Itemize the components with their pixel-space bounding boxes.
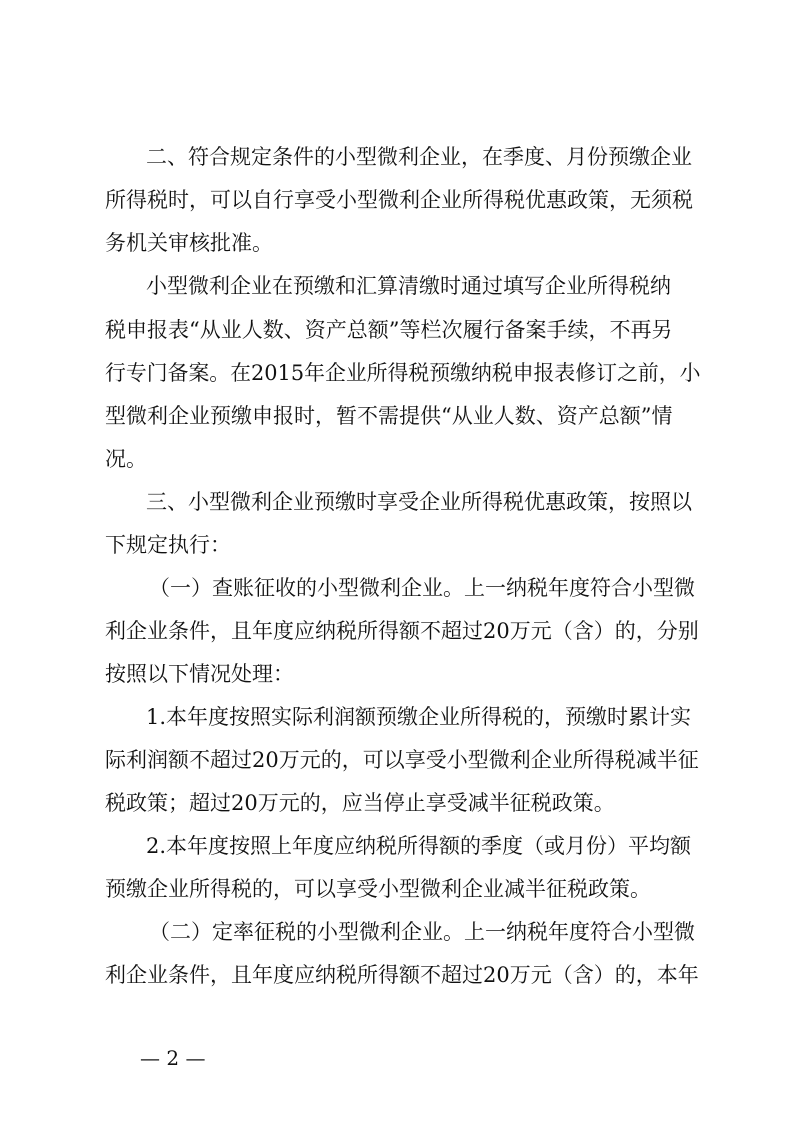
text-line-10: 下规定执行： bbox=[105, 533, 231, 557]
text-line-20: 利企业条件，且年度应纳税所得额不超过20万元（含）的，本年 bbox=[105, 963, 699, 987]
text-line-12: 利企业条件，且年度应纳税所得额不超过20万元（含）的，分别 bbox=[105, 619, 699, 643]
text-line-3: 务机关审核批准。 bbox=[105, 231, 273, 255]
text-line-6: 行专门备案。在2015年企业所得税预缴纳税申报表修订之前，小 bbox=[105, 361, 701, 385]
text-line-16: 税政策；超过20万元的，应当停止享受减半征税政策。 bbox=[105, 791, 615, 815]
text-line-11: （一）查账征收的小型微利企业。上一纳税年度符合小型微 bbox=[149, 576, 695, 600]
text-line-1: 二、符合规定条件的小型微利企业，在季度、月份预缴企业 bbox=[146, 145, 692, 169]
text-line-7: 型微利企业预缴申报时，暂不需提供“从业人数、资产总额”情 bbox=[105, 404, 673, 428]
text-line-4: 小型微利企业在预缴和汇算清缴时通过填写企业所得税纳 bbox=[146, 274, 671, 298]
text-line-18: 预缴企业所得税的，可以享受小型微利企业减半征税政策。 bbox=[105, 877, 651, 901]
text-line-15: 际利润额不超过20万元的，可以享受小型微利企业所得税减半征 bbox=[105, 748, 699, 772]
text-line-14: 1.本年度按照实际利润额预缴企业所得税的，预缴时累计实 bbox=[146, 705, 692, 729]
text-line-13: 按照以下情况处理： bbox=[105, 662, 294, 686]
text-line-2: 所得税时，可以自行享受小型微利企业所得税优惠政策，无须税 bbox=[105, 188, 693, 212]
page-number: — 2 — bbox=[140, 1046, 206, 1070]
text-line-17: 2.本年度按照上年度应纳税所得额的季度（或月份）平均额 bbox=[146, 834, 692, 858]
text-line-19: （二）定率征税的小型微利企业。上一纳税年度符合小型微 bbox=[149, 920, 695, 944]
text-line-5: 税申报表“从业人数、资产总额”等栏次履行备案手续，不再另 bbox=[105, 318, 673, 342]
text-line-9: 三、小型微利企业预缴时享受企业所得税优惠政策，按照以 bbox=[146, 490, 692, 514]
text-line-8: 况。 bbox=[105, 447, 147, 471]
